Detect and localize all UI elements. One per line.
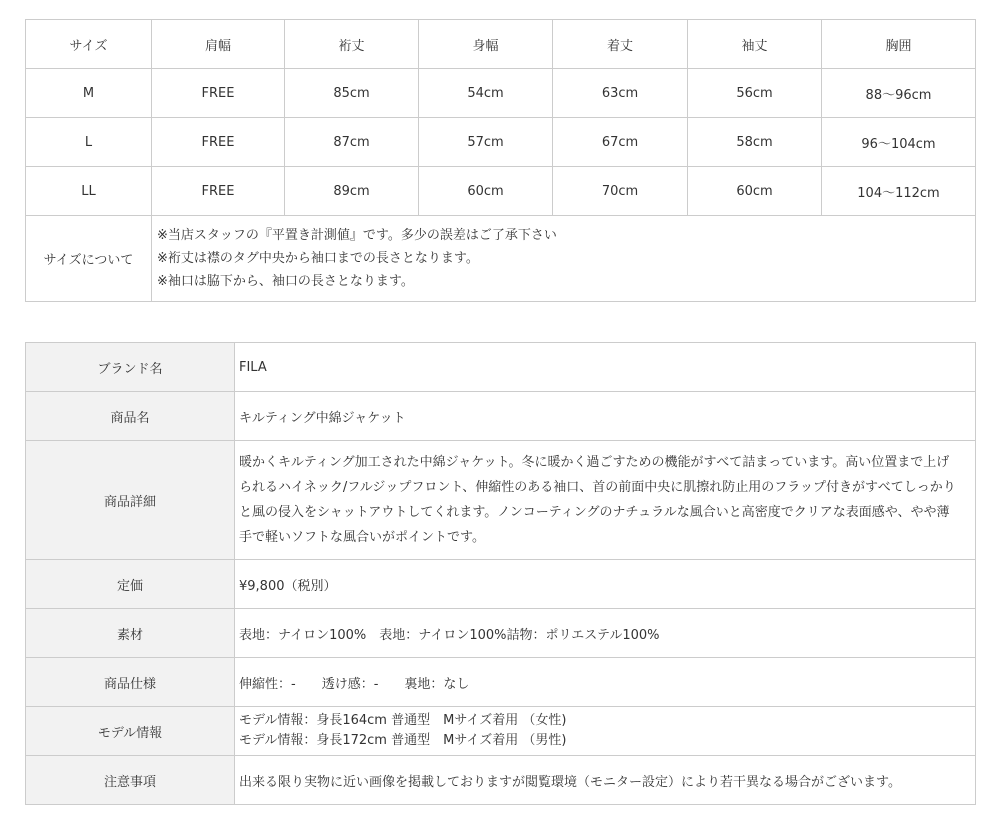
size-cell: 67cm [553, 118, 688, 167]
spec-row-material [26, 609, 976, 658]
size-cell: FREE [152, 69, 285, 118]
spec-label: モデル情報 [26, 707, 235, 756]
size-note: ※袖口は脇下から、袖口の長さとなります。 [157, 274, 414, 289]
size-header-cell: サイズ [26, 20, 152, 69]
product-spec-table [25, 342, 976, 805]
spec-label: 注意事項 [26, 756, 235, 805]
size-cell: LL [26, 167, 152, 216]
size-notes-row [26, 216, 976, 302]
spec-label: 商品名 [26, 392, 235, 441]
size-header-cell: 胸囲 [822, 20, 976, 69]
size-row [26, 69, 976, 118]
size-cell: FREE [152, 167, 285, 216]
size-row [26, 118, 976, 167]
size-cell: 60cm [688, 167, 822, 216]
size-cell: M [26, 69, 152, 118]
spec-label: 商品仕様 [26, 658, 235, 707]
spec-label: ブランド名 [26, 343, 235, 392]
model-info-value [235, 707, 976, 756]
size-row [26, 167, 976, 216]
size-cell: 96〜104cm [822, 118, 976, 167]
product-details-value: 暖かくキルティング加工された中綿ジャケット。冬に暖かく過ごすための機能がすべて詰まっています。高い位置まで上げられるハイネック/フルジップフロント、伸縮性のある袖口、首の前面中央に肌擦れ防止用のフラップ付きがすべてしっかりと風の侵入をシャットアウトしてくれます。ノンコーティングのナチュラルな風合いと高密度でクリアな表面感や、やや薄手で軽いソフトな風合いがポイントです。 [235, 441, 976, 560]
size-header-cell: 裄丈 [285, 20, 419, 69]
spec-row-brand [26, 343, 976, 392]
size-cell: 56cm [688, 69, 822, 118]
spec-row-product-name [26, 392, 976, 441]
notice-value: 出来る限り実物に近い画像を掲載しておりますが閲覧環境（モニター設定）により若干異なる場合がございます。 [235, 756, 976, 805]
price-value: ¥9,800（税別） [235, 560, 976, 609]
material-value: 表地：ナイロン100% 表地：ナイロン100%詰物：ポリエステル100% [235, 609, 976, 658]
spec-row-price [26, 560, 976, 609]
product-name-value: キルティング中綿ジャケット [235, 392, 976, 441]
size-cell: 57cm [419, 118, 553, 167]
size-cell: 54cm [419, 69, 553, 118]
size-cell: 104〜112cm [822, 167, 976, 216]
spec-row-spec [26, 658, 976, 707]
size-cell: 58cm [688, 118, 822, 167]
size-cell: 87cm [285, 118, 419, 167]
size-header-cell: 袖丈 [688, 20, 822, 69]
size-cell: 85cm [285, 69, 419, 118]
size-cell: 89cm [285, 167, 419, 216]
size-header-cell: 肩幅 [152, 20, 285, 69]
size-cell: L [26, 118, 152, 167]
spec-label: 商品詳細 [26, 441, 235, 560]
size-note: ※当店スタッフの『平置き計測値』です。多少の誤差はご了承下さい [157, 228, 557, 243]
size-cell: FREE [152, 118, 285, 167]
spec-value: 伸縮性：- 透け感：- 裏地：なし [235, 658, 976, 707]
model-info-line: モデル情報：身長172cm 普通型 Mサイズ着用 （男性) [239, 733, 567, 748]
size-cell: 88〜96cm [822, 69, 976, 118]
size-cell: 60cm [419, 167, 553, 216]
size-cell: 63cm [553, 69, 688, 118]
size-note: ※裄丈は襟のタグ中央から袖口までの長さとなります。 [157, 251, 479, 266]
size-header-cell: 着丈 [553, 20, 688, 69]
spec-row-notice [26, 756, 976, 805]
size-table [25, 19, 976, 302]
spec-label: 定価 [26, 560, 235, 609]
brand-value: FILA [235, 343, 976, 392]
model-info-line: モデル情報：身長164cm 普通型 Mサイズ着用 （女性) [239, 713, 567, 728]
spec-row-details [26, 441, 976, 560]
size-notes [152, 216, 976, 302]
size-cell: 70cm [553, 167, 688, 216]
size-header-row [26, 20, 976, 69]
size-header-cell: 身幅 [419, 20, 553, 69]
size-notes-label: サイズについて [26, 216, 152, 302]
spec-label: 素材 [26, 609, 235, 658]
spec-row-model-info [26, 707, 976, 756]
